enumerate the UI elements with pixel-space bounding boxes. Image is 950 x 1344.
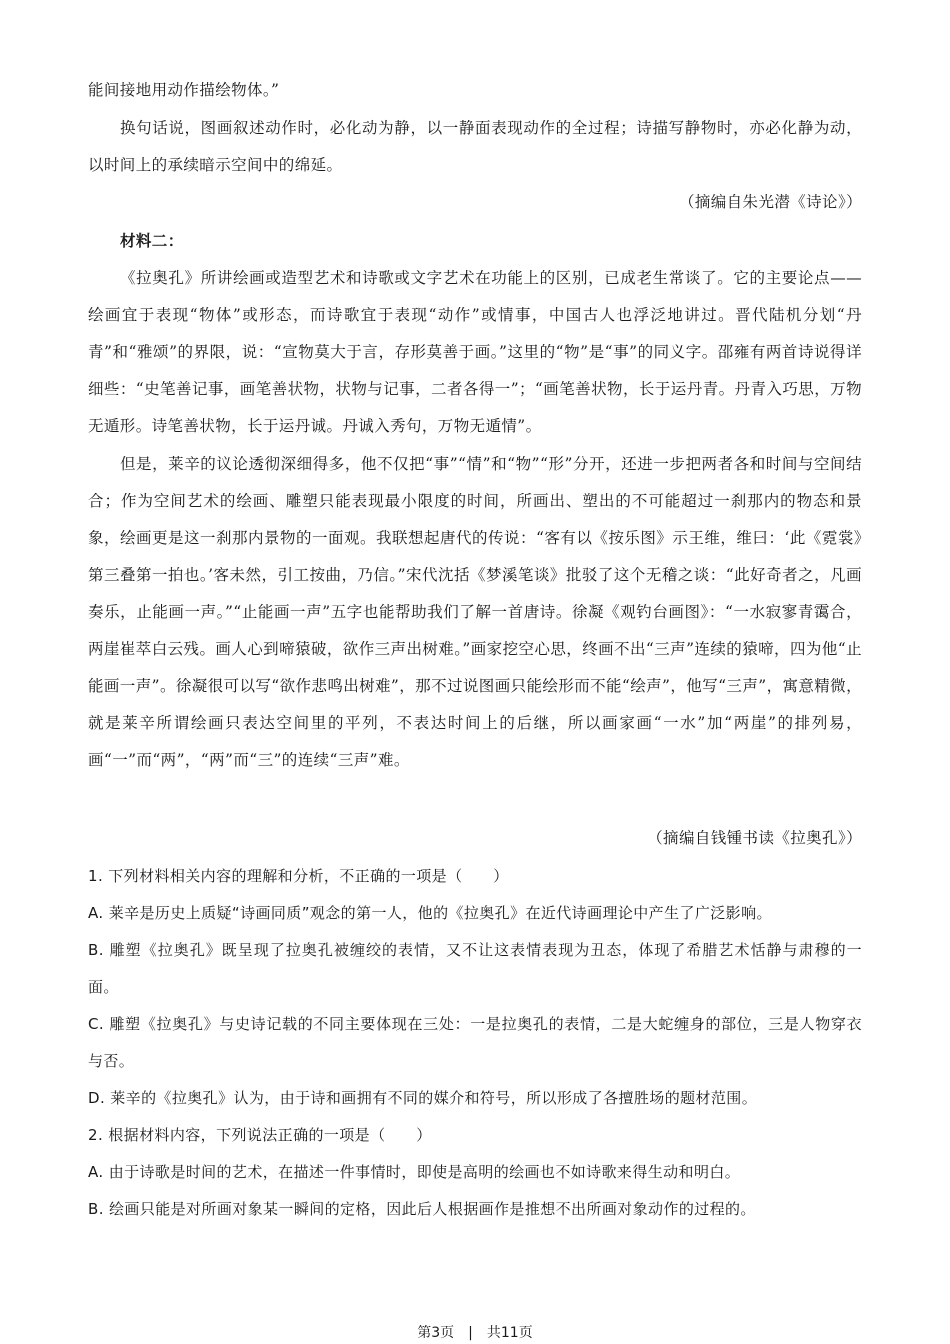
material-2-paragraph-2: 但是，莱辛的议论透彻深细得多，他不仅把“事”“情”和“物”“形”分开，还进一步把两者各和时间与空间结合；作为空间艺术的绘画、雕塑只能表现最小限度的时间，所画出、塑出的不可能超过一刹那内的物态和景象，绘画更是这一刹那内景物的一面观。我联想起唐代的传说：“客有以《按乐图》示王维，维曰：‘此《霓裳》第三叠第一拍也。’客未然，引工按曲，乃信。”宋代沈括《梦溪笔谈》批驳了这个无稽之谈：“此好奇者之，凡画奏乐，止能画一声。”“止能画一声”五字也能帮助我们了解一首唐诗。徐凝《观钓台画图》：“一水寂寥青霭合，两崖崔萃白云残。画人心到啼猿破，欲作三声出树难。”画家挖空心思，终画不出“三声”连续的猿啼，四为他“止能画一声”。徐凝很可以写“欲作悲鸣出树难”，那不过说图画只能绘形而不能“绘声”，他写“三声”，寓意精微，就是莱辛所谓绘画只表达空间里的平列，不表达时间上的后继，所以画家画“一水”加“两崖”的排列易，画“一”而“两”，“两”而“三”的连续“三声”难。: [88, 455, 862, 769]
source-citation-1: （摘编自朱光潜《诗论》）: [678, 193, 862, 211]
page-footer: 第3页 | 共11页: [417, 1325, 533, 1341]
question-2-option-b: B. 绘画只能是对所画对象某一瞬间的定格，因此后人根据画作是推想不出所画对象动作的过程的。: [88, 1200, 756, 1218]
material-2-paragraph-1: 《拉奥孔》所讲绘画或造型艺术和诗歌或文字艺术在功能上的区别，已成老生常谈了。它的主要论点——绘画宜于表现“物体”或形态，而诗歌宜于表现“动作”或情事，中国古人也浮泛地讲过。晋代陆机分划“丹青”和“雅颂”的界限，说：“宣物莫大于言，存形莫善于画。”这里的“物”是“事”的同义字。邵雍有两首诗说得详细些：“史笔善记事，画笔善状物，状物与记事，二者各得一”；“画笔善状物，长于运丹青。丹青入巧思，万物无遁形。诗笔善状物，长于运丹诚。丹诚入秀句，万物无遁情”。: [88, 269, 862, 435]
summary-paragraph: 换句话说，图画叙述动作时，必化动为静，以一静面表现动作的全过程；诗描写静物时，亦必化静为动，以时间上的承续暗示空间中的绵延。: [88, 119, 862, 174]
question-2-option-a: A. 由于诗歌是时间的艺术，在描述一件事情时，即使是高明的绘画也不如诗歌来得生动和明白。: [88, 1163, 741, 1181]
question-1-option-c: C. 雕塑《拉奥孔》与史诗记载的不同主要体现在三处：一是拉奥孔的表情，二是大蛇缠身的部位，三是人物穿衣与否。: [88, 1015, 862, 1070]
question-1-option-b: B. 雕塑《拉奥孔》既呈现了拉奥孔被缠绞的表情，又不让这表情表现为丑态，体现了希腊艺术恬静与肃穆的一面。: [88, 941, 862, 996]
question-2-stem: 2. 根据材料内容，下列说法正确的一项是（ ）: [88, 1126, 432, 1144]
question-1-stem: 1. 下列材料相关内容的理解和分析，不正确的一项是（ ）: [88, 867, 509, 885]
source-citation-2: （摘编自钱锺书读《拉奥孔》）: [647, 829, 862, 847]
material-2-heading: 材料二：: [120, 231, 184, 250]
question-1-option-d: D. 莱辛的《拉奥孔》认为，由于诗和画拥有不同的媒介和符号，所以形成了各擅胜场的题材范围。: [88, 1089, 758, 1107]
question-1-option-a: A. 莱辛是历史上质疑“诗画同质”观念的第一人，他的《拉奥孔》在近代诗画理论中产生了广泛影响。: [88, 904, 772, 922]
intro-tail: 能间接地用动作描绘物体。”: [88, 81, 280, 99]
